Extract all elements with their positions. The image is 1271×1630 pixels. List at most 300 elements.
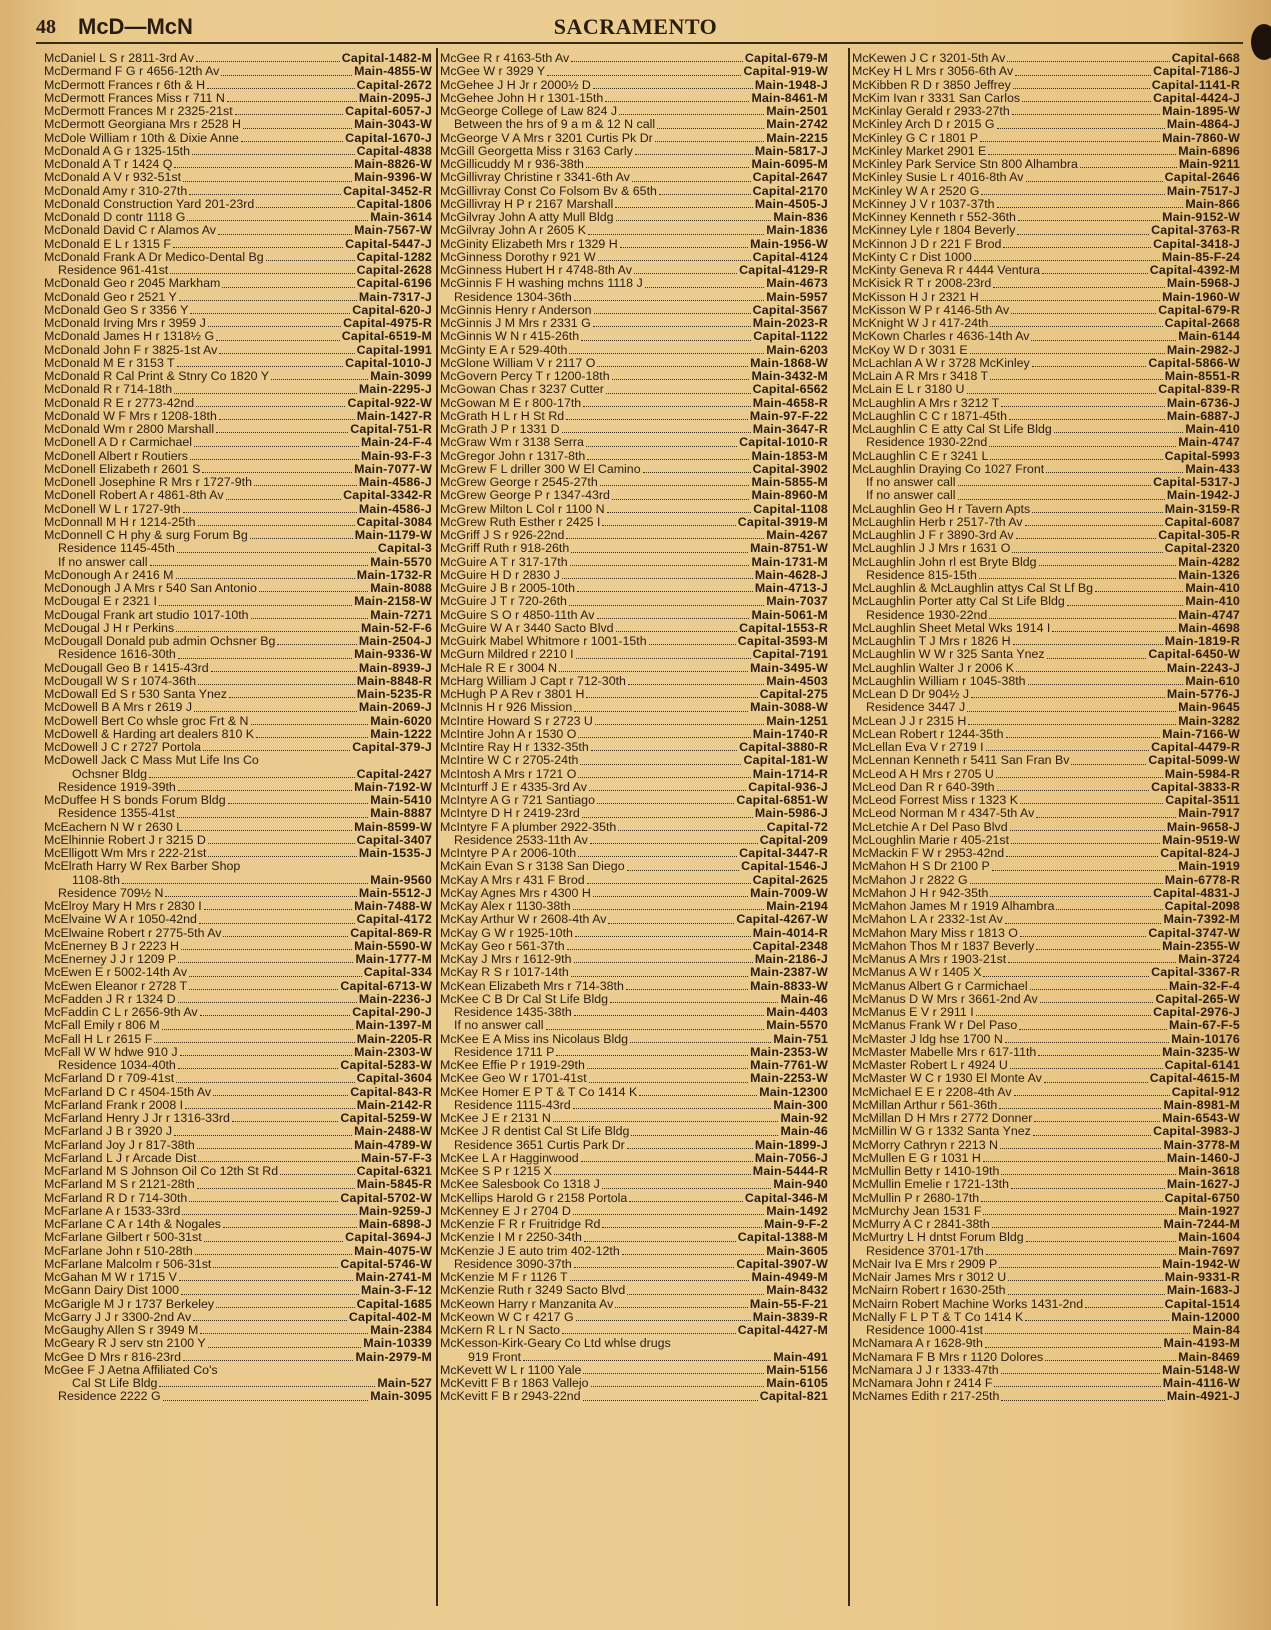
listing-entry bbox=[44, 476, 432, 489]
dot-leader bbox=[983, 976, 1149, 977]
phone-number: Main-9336-W bbox=[354, 648, 432, 662]
phone-number: Capital-3604 bbox=[356, 1072, 432, 1086]
phone-number: Main-1460-J bbox=[1166, 1151, 1240, 1165]
dot-leader bbox=[970, 883, 1163, 884]
phone-number: Main-1895-W bbox=[1162, 105, 1240, 118]
dot-leader bbox=[970, 353, 1165, 354]
listing-entry bbox=[440, 1059, 828, 1072]
listing-name: McKay R S r 1017-14th bbox=[440, 966, 569, 980]
phone-number: Main-32-F-4 bbox=[1168, 979, 1240, 993]
listing-name: McNamara J J r 1333-47th bbox=[852, 1363, 999, 1377]
phone-number: Main-97-F-22 bbox=[749, 409, 828, 423]
dot-leader bbox=[174, 393, 357, 394]
listing-entry bbox=[440, 1152, 828, 1165]
dot-leader bbox=[643, 472, 751, 473]
listing-name: McFarland R D r 714-30th bbox=[44, 1191, 188, 1205]
listing-entry bbox=[852, 1125, 1240, 1138]
dot-leader bbox=[976, 1015, 1152, 1016]
listing-name: McGraw Wm r 3138 Serra bbox=[440, 436, 584, 450]
dot-leader bbox=[256, 207, 354, 208]
listing-entry bbox=[440, 1112, 828, 1125]
listing-entry bbox=[440, 1099, 828, 1112]
phone-number: Main-1868-W bbox=[750, 356, 828, 370]
phone-number: Main-2387-W bbox=[750, 966, 828, 980]
dot-leader bbox=[622, 1254, 765, 1255]
phone-number: Main-1251 bbox=[766, 714, 828, 728]
listing-name: McManus A W r 1405 X bbox=[852, 966, 982, 980]
dot-leader bbox=[213, 1267, 338, 1268]
dot-leader bbox=[612, 379, 750, 380]
phone-number: Capital-869-R bbox=[350, 926, 432, 940]
dot-leader bbox=[989, 446, 1176, 447]
phone-number: Main-4014-R bbox=[752, 926, 828, 940]
listing-entry bbox=[44, 105, 432, 118]
listing-entry bbox=[440, 1390, 828, 1403]
dot-leader bbox=[997, 790, 1150, 791]
phone-number: Main-1427-R bbox=[356, 409, 432, 423]
phone-number: Main-9259-J bbox=[358, 1204, 432, 1218]
phone-number: Main-6736-J bbox=[1166, 396, 1240, 410]
dot-leader bbox=[1003, 247, 1151, 248]
listing-entry bbox=[440, 1072, 828, 1085]
listing-name: McMullin P r 2680-17th bbox=[852, 1191, 980, 1205]
phone-number: Capital-2672 bbox=[356, 78, 432, 92]
phone-number: Capital-839-R bbox=[1158, 383, 1240, 397]
listing-entry bbox=[852, 569, 1240, 582]
listing-name: McGrew F L driller 300 W El Camino bbox=[440, 462, 641, 476]
listing-name: McGrew George r 2545-27th bbox=[440, 476, 598, 489]
listing-entry bbox=[44, 1112, 432, 1125]
dot-leader bbox=[229, 697, 355, 698]
dot-leader bbox=[1014, 1095, 1170, 1096]
listing-name: McDonald W F Mrs r 1208-18th bbox=[44, 409, 217, 423]
dot-leader bbox=[655, 141, 765, 142]
listing-name: McGriff Ruth r 918-26th bbox=[440, 542, 570, 556]
phone-number: Main-5957 bbox=[766, 290, 828, 304]
dot-leader bbox=[559, 671, 748, 672]
listing-entry bbox=[852, 1006, 1240, 1019]
dot-leader bbox=[562, 432, 751, 433]
dot-leader bbox=[631, 1135, 778, 1136]
listing-name: McDermand F G r 4656-12th Av bbox=[44, 65, 220, 79]
phone-number: Main-9658-J bbox=[1166, 820, 1240, 834]
listing-entry bbox=[440, 277, 828, 290]
listing-entry bbox=[44, 198, 432, 211]
listing-name: McManus D W Mrs r 3661-2nd Av bbox=[852, 992, 1038, 1006]
listing-entry bbox=[44, 1205, 432, 1218]
listing-name: McFarlane John r 510-28th bbox=[44, 1244, 193, 1258]
phone-number: Main-9152-W bbox=[1162, 211, 1240, 224]
phone-number: Capital-3880-R bbox=[739, 741, 828, 754]
listing-entry bbox=[852, 662, 1240, 675]
listing-entry bbox=[440, 1271, 828, 1284]
phone-number: Capital-2976-J bbox=[1153, 1006, 1240, 1019]
dot-leader bbox=[593, 896, 748, 897]
listing-entry bbox=[440, 741, 828, 754]
dot-leader bbox=[997, 207, 1184, 208]
phone-number: Main-1627-J bbox=[1166, 1178, 1240, 1192]
listing-name: Residence 2222 G bbox=[58, 1390, 161, 1404]
listing-name: McKay Arthur W r 2608-4th Av bbox=[440, 913, 607, 927]
phone-number: Main-4673 bbox=[766, 277, 828, 291]
dot-leader bbox=[990, 459, 1162, 460]
listing-name: McFarland D r 709-41st bbox=[44, 1072, 175, 1086]
listing-name: Residence 2533-11th Av bbox=[454, 833, 588, 847]
listing-entry bbox=[852, 463, 1240, 476]
dot-leader bbox=[179, 300, 357, 301]
listing-name: McLoughlin Marie r 405-21st bbox=[852, 833, 1010, 847]
listing-name: McDowell Jack C Mass Mut Life Ins Co bbox=[44, 754, 259, 768]
listing-name: McKinty Geneva R r 4444 Ventura bbox=[852, 264, 1041, 277]
phone-number: Capital-668 bbox=[1171, 52, 1240, 65]
phone-number: Main-8751-W bbox=[750, 542, 828, 556]
phone-number: Main-1397-M bbox=[355, 1019, 432, 1033]
listing-name: McLean D Dr 904½ J bbox=[852, 688, 970, 701]
listing-entry bbox=[440, 1231, 828, 1244]
listing-entry bbox=[44, 145, 432, 158]
listing-name: McElwaine Robert r 2775-5th Av bbox=[44, 926, 222, 940]
phone-number: Main-410 bbox=[1185, 595, 1240, 609]
dot-leader bbox=[219, 419, 355, 420]
listing-name: McLaughlin & McLaughlin attys Cal St Lf Bg bbox=[852, 582, 1094, 595]
listing-entry bbox=[44, 688, 432, 701]
dot-leader bbox=[1025, 525, 1163, 526]
dot-leader bbox=[1067, 605, 1184, 606]
phone-number: Main-2069-J bbox=[358, 701, 432, 715]
listing-entry bbox=[440, 529, 828, 542]
listing-entry bbox=[440, 264, 828, 277]
dot-leader bbox=[187, 220, 368, 221]
dot-leader bbox=[573, 1214, 764, 1215]
listing-name: McMurchy Jean 1531 F bbox=[852, 1204, 982, 1218]
listing-name: McEwen Eleanor r 2728 T bbox=[44, 979, 188, 993]
listing-entry bbox=[44, 927, 432, 940]
dot-leader bbox=[598, 260, 751, 261]
listing-name: McIntire Ray H r 1332-35th bbox=[440, 741, 589, 754]
phone-number: Capital-1991 bbox=[356, 343, 432, 357]
listing-name: McKeown W C r 4217 G bbox=[440, 1310, 574, 1324]
phone-number: Main-7271 bbox=[370, 608, 432, 622]
dot-leader bbox=[582, 817, 753, 818]
phone-number: Capital-2170 bbox=[752, 184, 828, 198]
dot-leader bbox=[271, 379, 368, 380]
dot-leader bbox=[974, 260, 1160, 261]
listing-name: McGarigle M J r 1737 Berkeley bbox=[44, 1297, 215, 1311]
listing-name: McGinty E A r 529-40th bbox=[440, 343, 568, 357]
dot-leader bbox=[981, 194, 1164, 195]
phone-number: Main-6887-J bbox=[1166, 409, 1240, 423]
phone-number: Main-8088 bbox=[370, 582, 432, 595]
listing-name: McMaster Robert L r 4924 U bbox=[852, 1059, 1008, 1072]
listing-entry bbox=[440, 1192, 828, 1205]
listing-name: McEnerney B J r 2223 H bbox=[44, 939, 179, 953]
listing-entry bbox=[852, 860, 1240, 873]
phone-number: Capital-6750 bbox=[1164, 1191, 1240, 1205]
listing-name: McLaughlin C E atty Cal St Life Bldg bbox=[852, 423, 1052, 436]
listing-name: McKown Charles r 4636-14th Av bbox=[852, 330, 1030, 344]
listing-entry bbox=[440, 171, 828, 184]
listing-name: McMahon J H r 942-35th bbox=[852, 886, 989, 900]
dot-leader bbox=[181, 949, 352, 950]
phone-number: Capital-3 bbox=[377, 542, 432, 556]
listing-name: McLaughlin Geo H r Tavern Apts bbox=[852, 502, 1031, 516]
listing-name: McLaughlin Draying Co 1027 Front bbox=[852, 462, 1045, 476]
phone-number: Main-8469 bbox=[1178, 1350, 1240, 1364]
phone-number: Capital-4479-R bbox=[1151, 741, 1240, 754]
listing-name: If no answer call bbox=[866, 476, 956, 489]
dot-leader bbox=[595, 724, 764, 725]
listing-entry bbox=[44, 768, 432, 781]
dot-leader bbox=[202, 472, 352, 473]
dot-leader bbox=[218, 234, 352, 235]
dot-leader bbox=[562, 1333, 736, 1334]
column-divider bbox=[436, 48, 438, 1606]
listing-entry bbox=[44, 1351, 432, 1364]
listing-name: McKinty C r Dist 1000 bbox=[852, 250, 972, 264]
listing-entry bbox=[440, 317, 828, 330]
listing-name: McGuire J T r 720-26th bbox=[440, 595, 567, 609]
phone-number: Main-4586-J bbox=[358, 502, 432, 516]
phone-number: Capital-2647 bbox=[752, 171, 828, 185]
dot-leader bbox=[581, 340, 751, 341]
phone-number: Main-9211 bbox=[1178, 158, 1240, 171]
listing-entry bbox=[44, 741, 432, 754]
page-edge-mark bbox=[1251, 24, 1271, 60]
dot-leader bbox=[165, 896, 356, 897]
phone-number: Capital-7191 bbox=[752, 648, 828, 662]
phone-number: Main-2194 bbox=[766, 900, 828, 913]
phone-number: Capital-3447-R bbox=[739, 847, 828, 860]
listing-entry bbox=[440, 1311, 828, 1324]
listing-name: McFarland Henry J Jr r 1316-33rd bbox=[44, 1112, 230, 1125]
dot-leader bbox=[546, 1029, 765, 1030]
listing-entry bbox=[852, 1284, 1240, 1297]
listing-name: McGowan M E r 800-17th bbox=[440, 396, 582, 410]
listing-entry bbox=[440, 675, 828, 688]
phone-number: Capital-1122 bbox=[753, 330, 828, 344]
listing-name: McGinnis Henry r Anderson bbox=[440, 303, 592, 317]
listing-entry bbox=[44, 503, 432, 516]
listing-entry bbox=[852, 1139, 1240, 1152]
listing-entry bbox=[852, 291, 1240, 304]
dot-leader bbox=[1036, 949, 1160, 950]
listing-name: McKewen J C r 3201-5th Av bbox=[852, 52, 1006, 65]
listing-entry bbox=[44, 224, 432, 237]
dot-leader bbox=[251, 618, 369, 619]
dot-leader bbox=[985, 1333, 1190, 1334]
listing-name: McKevitt F B r 2943-22nd bbox=[440, 1390, 581, 1404]
listing-name: McDonald R Cal Print & Stnry Co 1820 Y bbox=[44, 370, 269, 383]
listing-entry bbox=[852, 1364, 1240, 1377]
listing-entry bbox=[44, 65, 432, 78]
phone-number: Capital-6196 bbox=[356, 277, 432, 291]
listing-name: McFarlane C A r 14th & Nogales bbox=[44, 1218, 221, 1231]
phone-number: Capital-5993 bbox=[1164, 449, 1240, 463]
dot-leader bbox=[591, 750, 737, 751]
phone-number: Main-4698 bbox=[1178, 621, 1240, 635]
listing-name: McMaster W C r 1930 El Monte Av bbox=[852, 1072, 1042, 1086]
dot-leader bbox=[208, 326, 341, 327]
listing-entry bbox=[44, 556, 432, 569]
phone-number: Main-2384 bbox=[370, 1324, 432, 1337]
dot-leader bbox=[990, 896, 1151, 897]
listing-entry bbox=[44, 436, 432, 449]
dot-leader bbox=[574, 962, 753, 963]
listing-entry bbox=[440, 370, 828, 383]
dot-leader bbox=[1040, 1002, 1154, 1003]
phone-number: Capital-3907-W bbox=[736, 1257, 828, 1271]
listing-entry bbox=[44, 92, 432, 105]
listing-name: McDonald Irving Mrs r 3959 J bbox=[44, 317, 206, 330]
listing-name: McMillin W G r 1332 Santa Ynez bbox=[852, 1125, 1031, 1139]
dot-leader bbox=[1026, 1241, 1177, 1242]
listing-name: McKay A Mrs r 431 F Brod bbox=[440, 873, 585, 887]
dot-leader bbox=[981, 1201, 1162, 1202]
phone-number: Main-9396-W bbox=[354, 171, 432, 185]
dot-leader bbox=[1045, 1360, 1176, 1361]
dot-leader bbox=[570, 565, 750, 566]
listing-name: McFarlane Gilbert r 500-31st bbox=[44, 1231, 202, 1245]
listing-entry bbox=[44, 118, 432, 131]
phone-number: Main-4658-R bbox=[752, 396, 828, 410]
listing-entry bbox=[44, 330, 432, 343]
phone-number: Main-1960-W bbox=[1162, 290, 1240, 304]
listing-name: McLaughlin C E r 3241 L bbox=[852, 449, 989, 463]
listing-name: McDonell Josephine R Mrs r 1727-9th bbox=[44, 476, 252, 489]
listing-entry bbox=[44, 675, 432, 688]
listing-name: McDonald David C r Alamos Av bbox=[44, 224, 216, 238]
phone-number: Capital-4172 bbox=[356, 913, 432, 927]
listing-name: McGrew Ruth Esther r 2425 I bbox=[440, 515, 601, 529]
listing-entry bbox=[44, 1245, 432, 1258]
listing-name: McKinley W A r 2520 G bbox=[852, 184, 980, 198]
phone-number: Main-8461-M bbox=[751, 91, 828, 105]
dot-leader bbox=[199, 923, 355, 924]
phone-number: Main-3095 bbox=[370, 1390, 432, 1404]
listing-name: McGrath J P r 1331 D bbox=[440, 423, 560, 436]
listing-name: McDermott Frances Miss r 711 N bbox=[44, 91, 225, 105]
listing-name: McManus A Mrs r 1903-21st bbox=[852, 953, 1007, 966]
listing-entry bbox=[44, 516, 432, 529]
listing-name: McKenney E J r 2704 D bbox=[440, 1204, 571, 1218]
phone-number: Main-5570 bbox=[766, 1019, 828, 1033]
phone-number: Main-2742 bbox=[766, 118, 828, 132]
phone-number: Main-4747 bbox=[1178, 608, 1240, 622]
phone-number: Main-8551-R bbox=[1164, 370, 1240, 383]
dot-leader bbox=[571, 976, 748, 977]
listing-name: McLachlan A W r 3728 McKinley bbox=[852, 356, 1030, 370]
listing-name: McLennan Kenneth r 5411 San Fran Bv bbox=[852, 754, 1070, 768]
listing-name: McLaughlin William r 1045-38th bbox=[852, 674, 1026, 688]
listing-name: McDonald Geo r 2521 Y bbox=[44, 290, 177, 304]
listing-entry bbox=[852, 1205, 1240, 1218]
phone-number: Main-6543-W bbox=[1162, 1112, 1240, 1125]
dot-leader bbox=[632, 181, 751, 182]
listing-name: McLaughlin W W r 325 Santa Ynez bbox=[852, 648, 1045, 662]
dot-leader bbox=[1011, 1188, 1165, 1189]
dot-leader bbox=[216, 1307, 355, 1308]
phone-number: Capital-5746-W bbox=[340, 1257, 432, 1271]
listing-name: McDougal Frank art studio 1017-10th bbox=[44, 608, 249, 622]
phone-number: Main-1942-J bbox=[1166, 489, 1240, 503]
phone-number: Main-4921-J bbox=[1166, 1390, 1240, 1404]
listing-name: McMullin Betty r 1410-19th bbox=[852, 1165, 1000, 1178]
listing-name: McKay G W r 1925-10th bbox=[440, 926, 573, 940]
listing-entry bbox=[852, 1086, 1240, 1099]
listing-entry bbox=[852, 900, 1240, 913]
dot-leader bbox=[583, 1373, 764, 1374]
listing-name: McGarry J J r 3300-2nd Av bbox=[44, 1310, 192, 1324]
phone-number: Capital-1670-J bbox=[345, 131, 432, 145]
listing-entry bbox=[852, 887, 1240, 900]
listing-entry bbox=[44, 357, 432, 370]
dot-leader bbox=[198, 525, 355, 526]
dot-leader bbox=[576, 1320, 751, 1321]
listing-entry bbox=[44, 185, 432, 198]
listing-entry bbox=[852, 1112, 1240, 1125]
dot-leader bbox=[547, 75, 741, 76]
listing-name: McKee Geo W r 1701-41st bbox=[440, 1072, 587, 1086]
dot-leader bbox=[578, 777, 750, 778]
dot-leader bbox=[573, 1108, 772, 1109]
dot-leader bbox=[150, 565, 369, 566]
phone-number: Capital-679-M bbox=[744, 52, 828, 65]
listing-name: Ochsner Bldg bbox=[72, 767, 148, 781]
phone-number: Capital-6851-W bbox=[736, 794, 828, 807]
listing-entry bbox=[440, 556, 828, 569]
listing-entry bbox=[852, 211, 1240, 224]
listing-entry bbox=[440, 900, 828, 913]
listing-name: McGinnis W N r 415-26th bbox=[440, 330, 580, 344]
listing-name: McEachern N W r 2630 L bbox=[44, 820, 184, 834]
dot-leader bbox=[200, 1333, 368, 1334]
dot-leader bbox=[177, 366, 344, 367]
listing-entry bbox=[440, 542, 828, 555]
listing-entry bbox=[440, 1139, 828, 1152]
listing-name: McLaughlin A Mrs r 3212 T bbox=[852, 396, 1000, 410]
listing-entry bbox=[440, 847, 828, 860]
dot-leader bbox=[566, 538, 764, 539]
listing-name: Residence 1919-39th bbox=[58, 780, 176, 794]
dot-leader bbox=[569, 605, 764, 606]
dot-leader bbox=[649, 644, 736, 645]
phone-number: Main-1942-W bbox=[1162, 1257, 1240, 1271]
phone-number: Main-4403 bbox=[766, 1006, 828, 1019]
listing-name: McLaughlin Herb r 2517-7th Av bbox=[852, 515, 1023, 529]
listing-name: McGrew Milton L Col r 1100 N bbox=[440, 502, 605, 516]
listing-name: McFarland J B r 3920 J bbox=[44, 1125, 173, 1139]
listing-entry bbox=[44, 1033, 432, 1046]
phone-number: Capital-1514 bbox=[1164, 1297, 1240, 1311]
listing-name: McMorry Cathryn r 2213 N bbox=[852, 1138, 998, 1152]
listing-name: McKinley Arch D r 2015 G bbox=[852, 118, 995, 132]
listing-name: McDonald Geo S r 3356 Y bbox=[44, 303, 189, 317]
listing-entry bbox=[852, 1377, 1240, 1390]
listing-name: McKinney Lyle r 1804 Beverly bbox=[852, 224, 1016, 238]
phone-number: Main-940 bbox=[773, 1178, 828, 1192]
phone-number: Main-46 bbox=[780, 1125, 828, 1139]
phone-number: Main-7761-W bbox=[750, 1059, 828, 1072]
dot-leader bbox=[176, 631, 359, 632]
phone-number: Main-6778-R bbox=[1164, 873, 1240, 887]
phone-number: Main-610 bbox=[1185, 674, 1240, 688]
dot-leader bbox=[216, 432, 348, 433]
phone-number: Main-3647-R bbox=[752, 423, 828, 436]
listing-name: McKenzie Ruth r 3249 Sacto Blvd bbox=[440, 1284, 626, 1298]
dot-leader bbox=[277, 644, 356, 645]
listing-entry bbox=[440, 1258, 828, 1271]
dot-leader bbox=[149, 777, 355, 778]
